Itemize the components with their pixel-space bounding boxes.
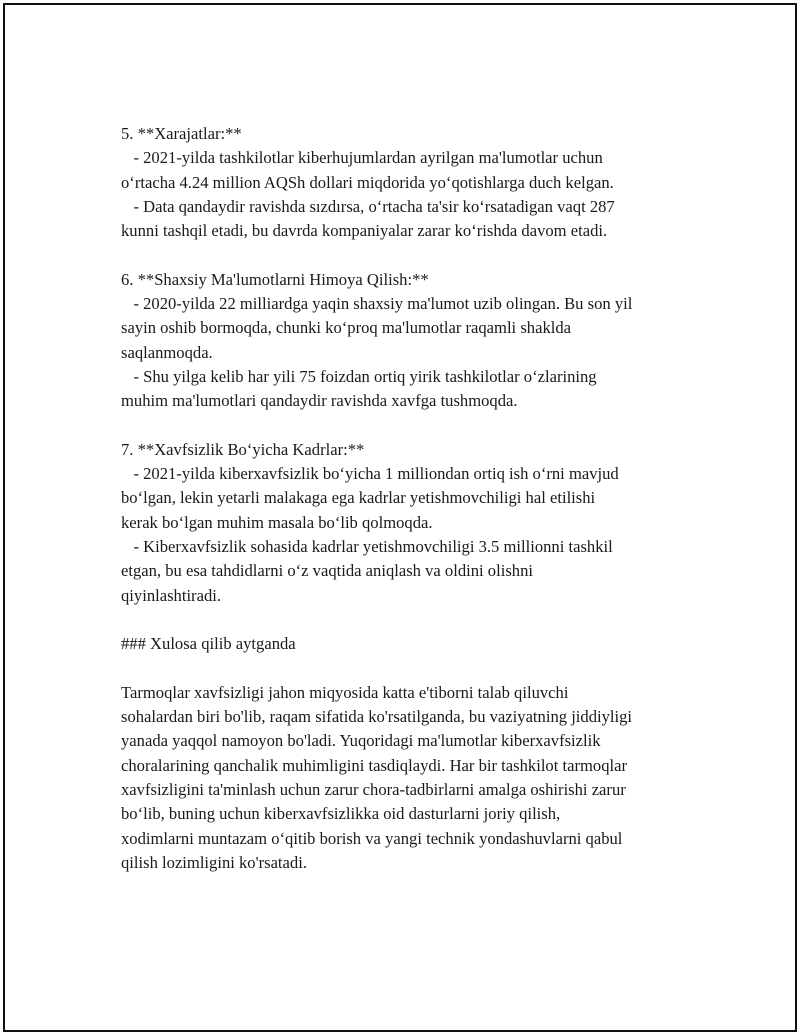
section-6-line: muhim ma'lumotlari qandaydir ravishda xavfga tushmoqda.	[121, 391, 518, 411]
paragraph-spacer	[121, 608, 681, 632]
document-body	[121, 122, 681, 875]
section-5-line: o‘rtacha 4.24 million AQSh dollari miqdorida yo‘qotishlarga duch kelgan.	[121, 172, 614, 192]
section-5-line: - Data qandaydir ravishda sızdırsa, o‘rtacha ta'sir ko‘rsatadigan vaqt 287	[121, 196, 615, 216]
conclusion-line: xavfsizligini ta'minlash uchun zarur chora-tadbirlarni amalga oshirishi zarur	[121, 780, 626, 800]
section-7-heading: 7. **Xavfsizlik Bo‘yicha Kadrlar:**	[121, 439, 365, 459]
section-7-line: - Kiberxavfsizlik sohasida kadrlar yetishmovchiligi 3.5 millionni tashkil	[121, 537, 613, 557]
section-6-line: saqlanmoqda.	[121, 342, 213, 362]
paragraph-spacer	[121, 414, 681, 438]
section-6-heading: 6. **Shaxsiy Ma'lumotlarni Himoya Qilish:**	[121, 269, 429, 289]
conclusion-heading: ### Xulosa qilib aytganda	[121, 634, 296, 654]
section-6-line: - 2020-yilda 22 milliardga yaqin shaxsiy ma'lumot uzib olingan. Bu son yil	[121, 294, 633, 314]
paragraph-spacer	[121, 657, 681, 681]
paragraph-spacer	[121, 243, 681, 267]
section-7-line: - 2021-yilda kiberxavfsizlik bo‘yicha 1 milliondan ortiq ish o‘rni mavjud	[121, 464, 619, 484]
conclusion-line: qilish lozimligini ko'rsatadi.	[121, 852, 307, 872]
section-6-line: - Shu yilga kelib har yili 75 foizdan ortiq yirik tashkilotlar o‘zlarining	[121, 366, 597, 386]
conclusion-line: yanada yaqqol namoyon bo'ladi. Yuqoridagi ma'lumotlar kiberxavfsizlik	[121, 731, 601, 751]
conclusion-line: bo‘lib, buning uchun kiberxavfsizlikka oid dasturlarni joriy qilish,	[121, 804, 561, 824]
conclusion-line: xodimlarni muntazam o‘qitib borish va yangi technik yondashuvlarni qabul	[121, 828, 623, 848]
conclusion-line: Tarmoqlar xavfsizligi jahon miqyosida katta e'tiborni talab qiluvchi	[121, 682, 569, 702]
conclusion-line: sohalardan biri bo'lib, raqam sifatida ko'rsatilganda, bu vaziyatning jiddiyligi	[121, 707, 633, 727]
section-7-line: etgan, bu esa tahdidlarni o‘z vaqtida aniqlash va oldini olishni	[121, 561, 533, 581]
section-7-line: qiyinlashtiradi.	[121, 585, 222, 605]
section-5-line: kunni tashqil etadi, bu davrda kompaniyalar zarar ko‘rishda davom etadi.	[121, 221, 608, 241]
page-frame	[3, 3, 797, 1032]
section-6-line: sayin oshib bormoqda, chunki ko‘proq ma'lumotlar raqamli shaklda	[121, 318, 572, 338]
section-7-line: kerak bo‘lgan muhim masala bo‘lib qolmoqda.	[121, 512, 433, 532]
section-7-line: bo‘lgan, lekin yetarli malakaga ega kadrlar yetishmovchiligi hal etilishi	[121, 488, 596, 508]
conclusion-line: choralarining qanchalik muhimligini tasdiqlaydi. Har bir tashkilot tarmoqlar	[121, 755, 627, 775]
section-5-heading: 5. **Xarajatlar:**	[121, 124, 242, 143]
section-5-line: - 2021-yilda tashkilotlar kiberhujumlardan ayrilgan ma'lumotlar uchun	[121, 148, 603, 168]
